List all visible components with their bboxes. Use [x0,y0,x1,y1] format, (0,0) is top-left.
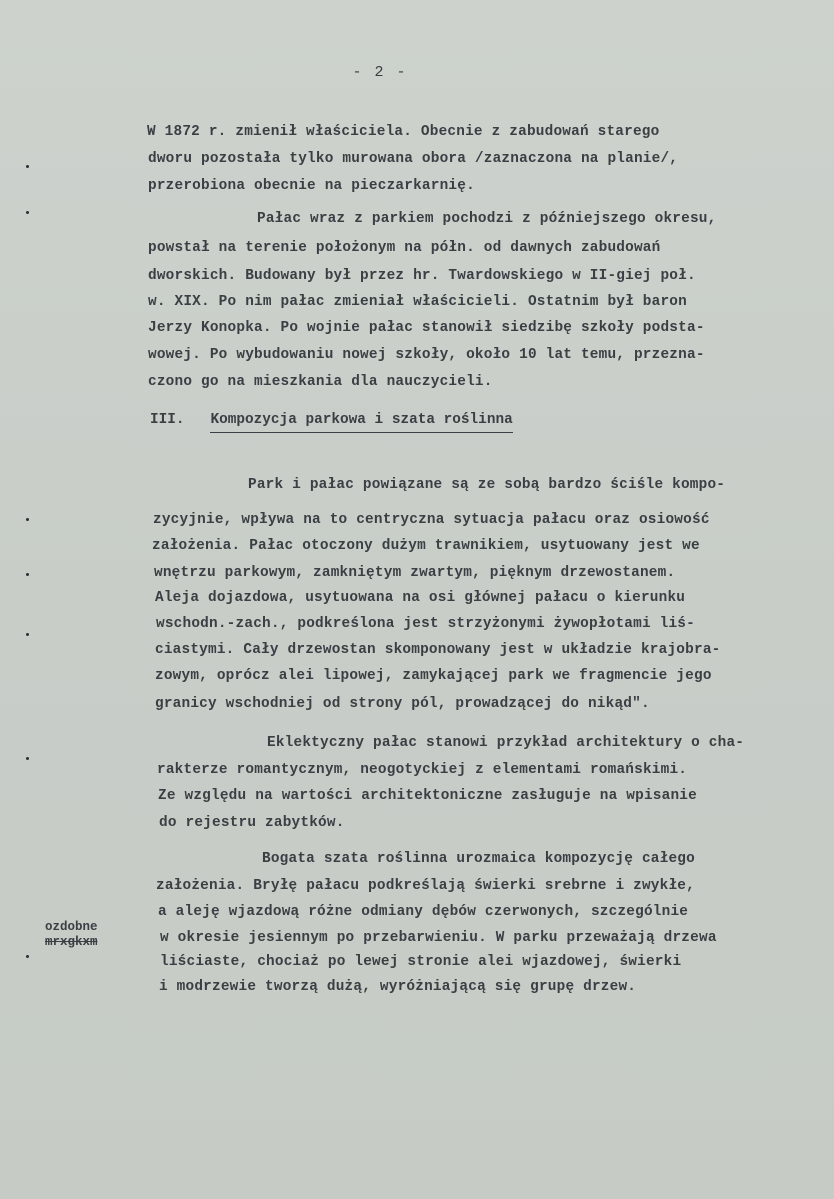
paragraph-1-line: W 1872 r. zmienił właściciela. Obecnie z zabudowań starego [147,124,660,140]
section-number: III. [150,412,185,428]
section-title: Kompozycja parkowa i szata roślinna [210,412,512,433]
paragraph-4-line: Ze względu na wartości architektoniczne zasługuje na wpisanie [158,788,697,804]
paragraph-5-line: liściaste, chociaż po lewej stronie alei wjazdowej, świerki [160,954,682,970]
paragraph-5-line: a aleję wjazdową różne odmiany dębów czerwonych, szczególnie [158,904,689,920]
margin-note-word: ozdobne [45,920,98,934]
paragraph-3-line: wschodn.-zach., podkreślona jest strzyżonymi żywopłotami liś- [156,616,695,632]
paragraph-5-line: założenia. Bryłę pałacu podkreślają świerki srebrne i zwykłe, [156,878,695,894]
paragraph-3-line: Aleja dojazdowa, usytuowana na osi głównej pałacu o kierunku [155,590,686,606]
paragraph-2-line: powstał na terenie położonym na półn. od dawnych zabudowań [148,240,661,256]
page-number: - 2 - [352,64,408,81]
edge-mark [26,165,29,168]
edge-mark [26,757,29,760]
paragraph-2-line: czono go na mieszkania dla nauczycieli. [148,374,493,390]
paragraph-2-line: wowej. Po wybudowaniu nowej szkoły, około 10 lat temu, przezna- [148,347,705,363]
paragraph-3-line: założenia. Pałac otoczony dużym trawnikiem, usytuowany jest we [152,538,700,554]
paragraph-5-line: i modrzewie tworzą dużą, wyróżniającą się grupę drzew. [159,979,637,995]
paragraph-4-line: Eklektyczny pałac stanowi przykład architektury o cha- [267,735,745,751]
paragraph-2-line: Jerzy Konopka. Po wojnie pałac stanowił siedzibę szkoły podsta- [148,320,705,336]
edge-mark [26,211,29,214]
paragraph-3-line: Park i pałac powiązane są ze sobą bardzo ściśle kompo- [248,477,726,493]
paragraph-5-line: w okresie jesiennym po przebarwieniu. W parku przeważają drzewa [160,930,717,946]
edge-mark [26,955,29,958]
paragraph-4-line: rakterze romantycznym, neogotyckiej z elementami romańskimi. [157,762,688,778]
paragraph-3-line: zycyjnie, wpływa na to centryczna sytuacja pałacu oraz osiowość [153,512,710,528]
paragraph-3-line: granicy wschodniej od strony pól, prowadzącej do nikąd". [155,696,650,712]
paragraph-4-line: do rejestru zabytków. [159,815,345,831]
paragraph-2-line: Pałac wraz z parkiem pochodzi z późniejszego okresu, [257,211,717,227]
paragraph-3-line: wnętrzu parkowym, zamkniętym zwartym, pięknym drzewostanem. [154,565,676,581]
paragraph-2-line: w. XIX. Po nim pałac zmieniał właścicieli. Ostatnim był baron [148,294,687,310]
paragraph-1-line: przerobiona obecnie na pieczarkarnię. [148,178,475,194]
paragraph-1-line: dworu pozostała tylko murowana obora /zaznaczona na planie/, [148,151,679,167]
edge-mark [26,633,29,636]
paragraph-5-line: Bogata szata roślinna urozmaica kompozycję całego [262,851,695,867]
margin-note-struck-word: mrxgkxm [45,935,98,949]
edge-mark [26,573,29,576]
margin-note [45,920,98,950]
edge-mark [26,518,29,521]
paragraph-3-line: ciastymi. Cały drzewostan skomponowany jest w układzie krajobra- [155,642,721,658]
section-heading [150,412,513,428]
paragraph-3-line: zowym, oprócz alei lipowej, zamykającej park we fragmencie jego [155,668,712,684]
paragraph-2-line: dworskich. Budowany był przez hr. Twardowskiego w II-giej poł. [148,268,696,284]
